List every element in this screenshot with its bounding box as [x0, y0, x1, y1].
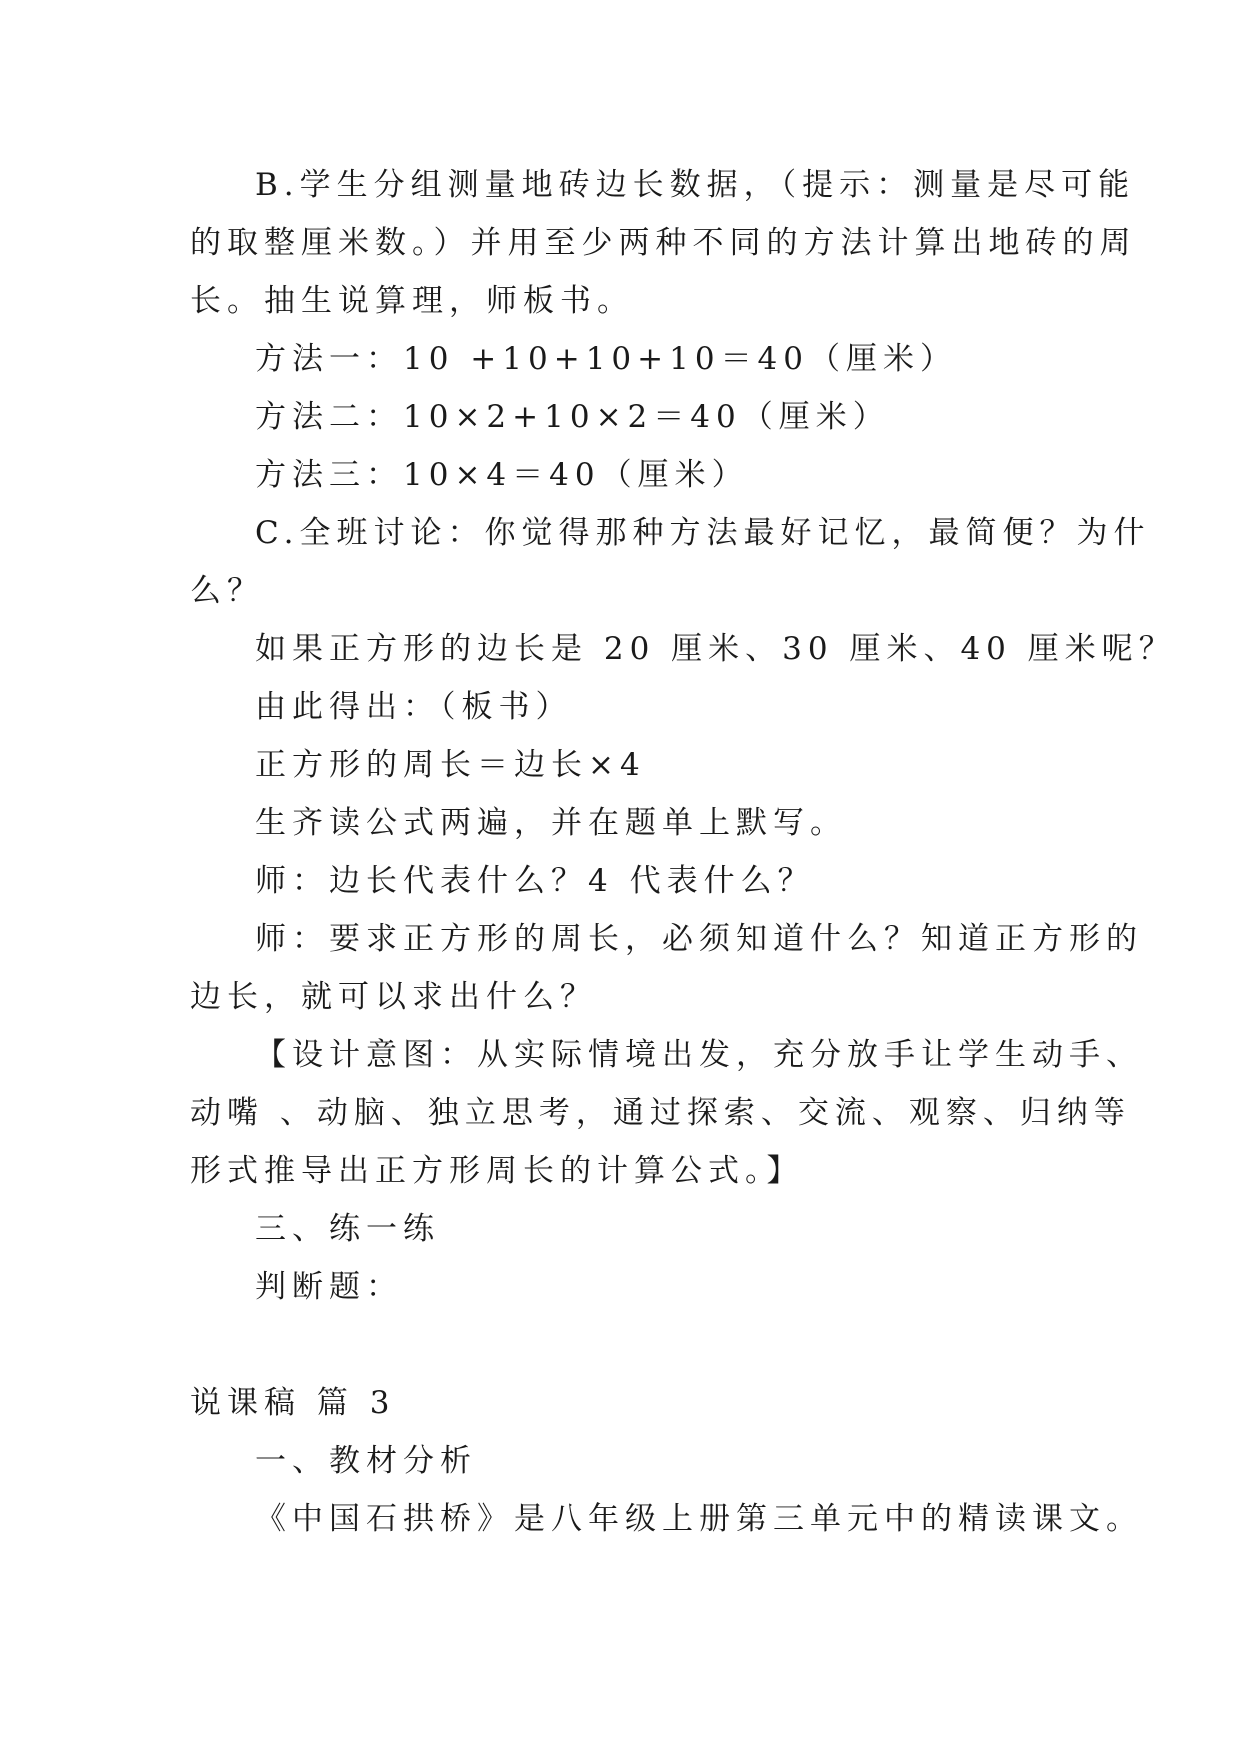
design-intent-line-1: 【设计意图：从实际情境出发，充分放手让学生动手、 — [255, 1037, 1143, 1073]
paragraph-c-line-1: C.全班讨论：你觉得那种方法最好记忆，最简便？为什 — [255, 515, 1151, 551]
true-false-heading: 判断题： — [255, 1269, 403, 1305]
question-side-lengths: 如果正方形的边长是 20 厘米、30 厘米、40 厘米呢？ — [255, 631, 1176, 667]
design-intent-line-3: 形式推导出正方形周长的计算公式。】 — [190, 1153, 804, 1189]
section-textbook-analysis: 一、教材分析 — [255, 1443, 477, 1479]
teacher-question-2-line-1: 师：要求正方形的周长，必须知道什么？知道正方形的 — [255, 921, 1143, 957]
lecture-title: 说课稿 篇 3 — [190, 1385, 396, 1421]
read-formula: 生齐读公式两遍，并在题单上默写。 — [255, 805, 847, 841]
formula: 正方形的周长＝边长×4 — [255, 747, 646, 783]
teacher-question-2-line-2: 边长，就可以求出什么？ — [190, 979, 597, 1015]
conclusion-intro: 由此得出：（板书） — [255, 689, 573, 725]
teacher-question-1: 师：边长代表什么？4 代表什么？ — [255, 863, 815, 899]
textbook-intro: 《中国石拱桥》是八年级上册第三单元中的精读课文。 — [255, 1501, 1143, 1537]
method-three: 方法三：10×4＝40（厘米） — [255, 457, 749, 493]
method-one: 方法一：10 +10+10+10＝40（厘米） — [255, 341, 958, 377]
design-intent-line-2: 动嘴 、动脑、独立思考，通过探索、交流、观察、归纳等 — [190, 1095, 1131, 1131]
paragraph-b-line-2: 的取整厘米数。）并用至少两种不同的方法计算出地砖的周 — [190, 225, 1137, 261]
method-two: 方法二：10×2+10×2＝40（厘米） — [255, 399, 890, 435]
paragraph-b-line-3: 长。抽生说算理，师板书。 — [190, 283, 634, 319]
paragraph-b-line-1: B.学生分组测量地砖边长数据，（提示：测量是尽可能 — [255, 167, 1136, 203]
paragraph-c-line-2: 么？ — [190, 573, 264, 609]
section-practice: 三、练一练 — [255, 1211, 440, 1247]
